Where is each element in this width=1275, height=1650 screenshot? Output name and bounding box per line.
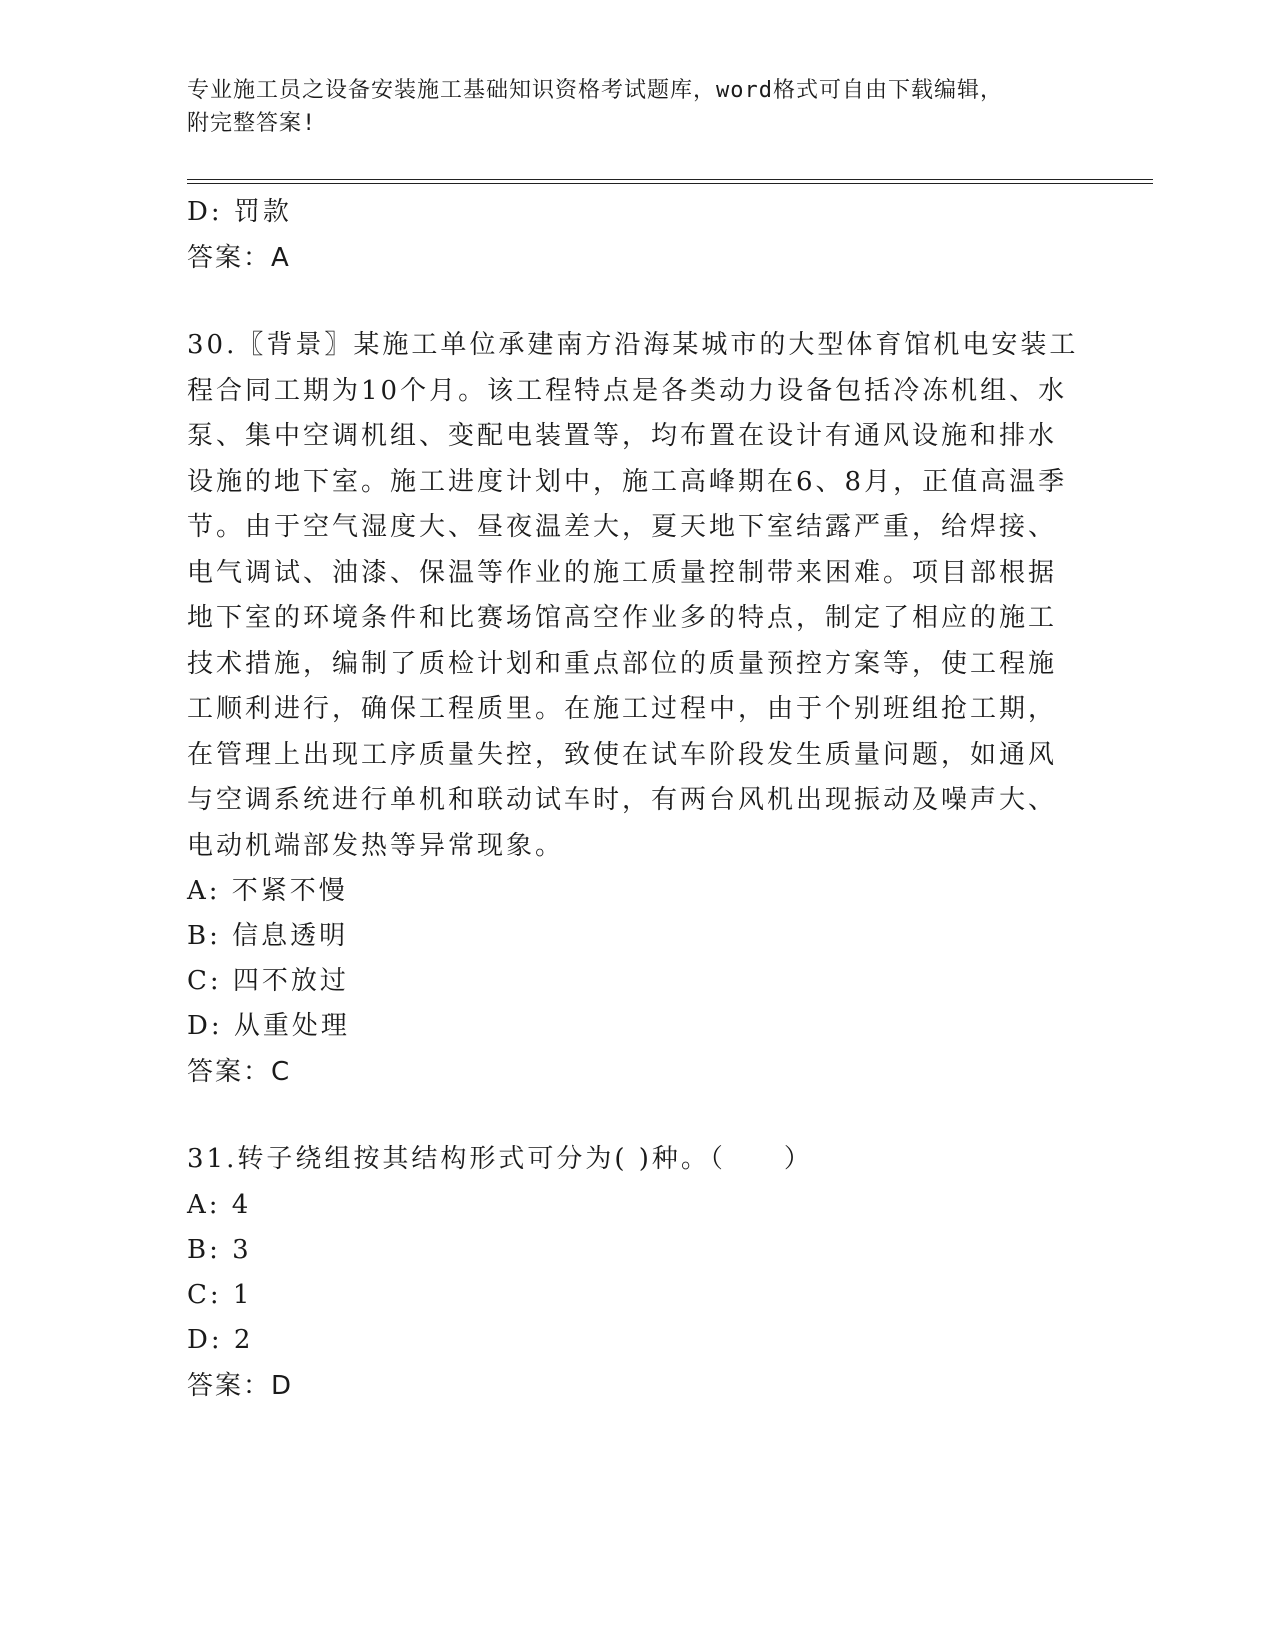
header-divider-bottom — [187, 183, 1153, 184]
option-b: B: 3 — [187, 1234, 252, 1265]
answer-line: 答案：A — [187, 243, 291, 273]
question-30-line-5: 节。由于空气湿度大、昼夜温差大，夏天地下室结露严重，给焊接、 — [187, 512, 1058, 542]
option-c: C: 1 — [187, 1279, 253, 1310]
header-line-2: 附完整答案! — [187, 111, 317, 136]
option-d: D: 从重处理 — [187, 1011, 350, 1041]
document-header — [187, 74, 1087, 140]
question-30-line-11: 与空调系统进行单机和联动试车时，有两台风机出现振动及噪声大、 — [187, 785, 1058, 815]
option-b: B: 信息透明 — [187, 921, 349, 951]
question-30-line-12: 电动机端部发热等异常现象。 — [187, 830, 565, 861]
question-30-line-6: 电气调试、油漆、保温等作业的施工质量控制带来困难。项目部根据 — [187, 557, 1058, 588]
question-30-line-2: 程合同工期为10个月。该工程特点是各类动力设备包括冷冻机组、水 — [187, 375, 1068, 406]
question-30-line-8: 技术措施，编制了质检计划和重点部位的质量预控方案等，使工程施 — [187, 648, 1058, 679]
answer-line: 答案：C — [187, 1057, 292, 1087]
question-30-line-9: 工顺利进行，确保工程质里。在施工过程中，由于个别班组抢工期， — [187, 694, 1058, 724]
option-a: A: 4 — [187, 1189, 252, 1220]
header-divider-top — [187, 179, 1153, 180]
question-30-line-4: 设施的地下室。施工进度计划中，施工高峰期在6、8月，正值高温季 — [187, 466, 1068, 497]
option-c: C: 四不放过 — [187, 966, 349, 996]
question-30-line-10: 在管理上出现工序质量失控，致使在试车阶段发生质量问题，如通风 — [187, 739, 1058, 770]
option-d: D: 罚款 — [187, 197, 292, 227]
question-30 — [187, 323, 1087, 1095]
question-31-stem: 31.转子绕组按其结构形式可分为( )种。（ ） — [187, 1144, 813, 1174]
answer-line: 答案：D — [187, 1370, 294, 1401]
question-29-tail — [187, 190, 1087, 281]
question-30-line-7: 地下室的环境条件和比赛场馆高空作业多的特点，制定了相应的施工 — [187, 603, 1058, 633]
header-line-1: 专业施工员之设备安装施工基础知识资格考试题库，word格式可自由下载编辑， — [187, 78, 1003, 103]
option-a: A: 不紧不慢 — [187, 876, 348, 906]
option-d: D: 2 — [187, 1324, 254, 1355]
question-30-line-3: 泵、集中空调机组、变配电装置等，均布置在设计有通风设施和排水 — [187, 421, 1058, 451]
document-body — [187, 190, 1087, 1409]
question-30-line-1: 30.〖背景〗某施工单位承建南方沿海某城市的大型体育馆机电安装工 — [187, 330, 1079, 360]
question-31 — [187, 1137, 1087, 1409]
